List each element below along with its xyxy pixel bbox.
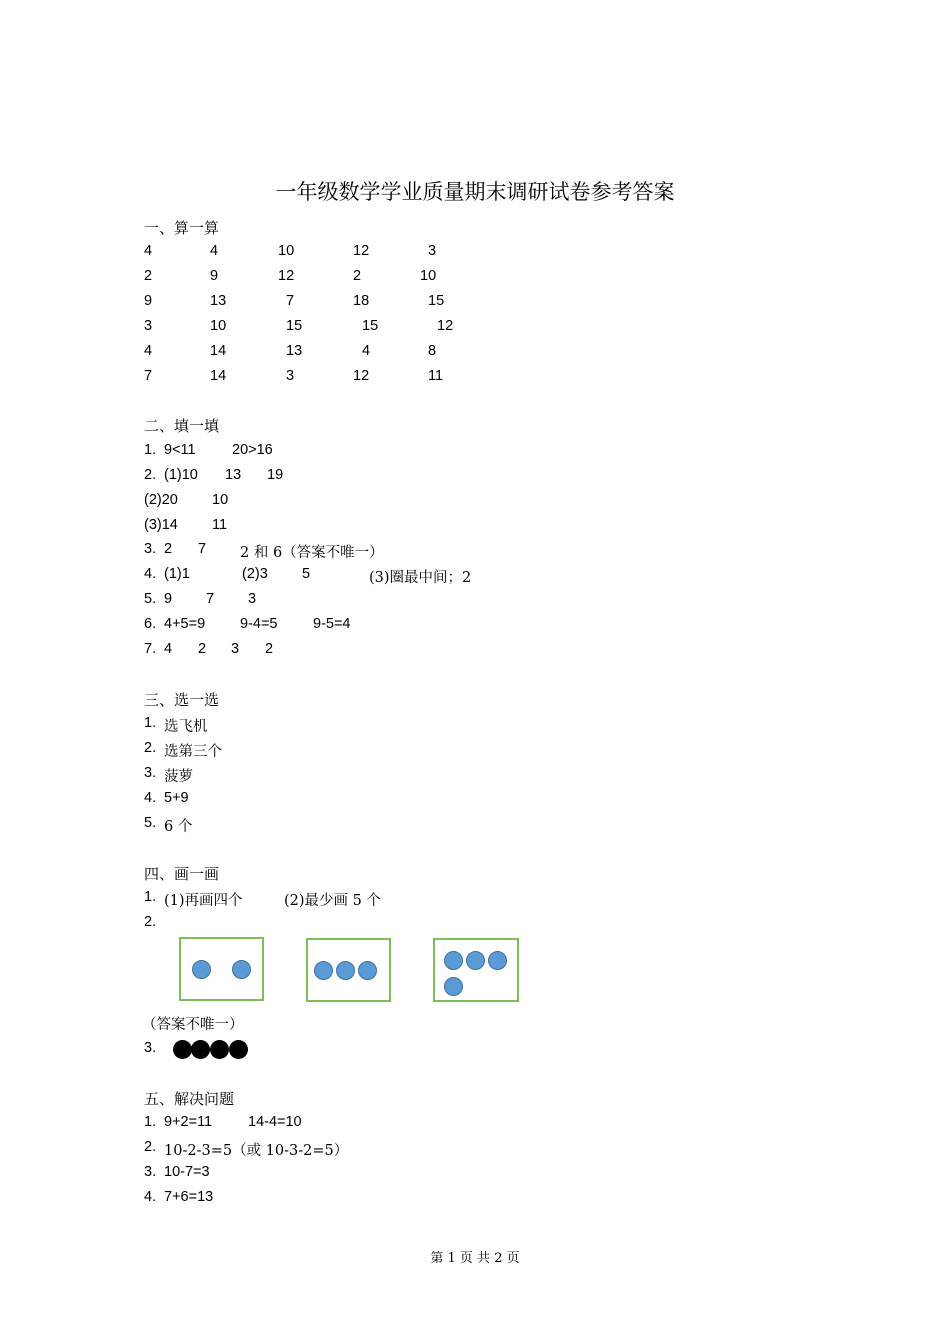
section-4-heading: 四、画一画	[144, 865, 220, 883]
item-number: 3.	[144, 541, 157, 557]
calc-cell: 18	[353, 293, 370, 309]
answer-text: 10	[212, 492, 229, 508]
item-number: 3.	[144, 1164, 157, 1180]
answer-text: 4+5=9	[164, 616, 206, 632]
answer-text: 5	[302, 566, 311, 582]
section-3-heading: 三、选一选	[144, 691, 220, 709]
calc-cell: 2	[353, 268, 362, 284]
page-title: 一年级数学学业质量期末调研试卷参考答案	[275, 180, 675, 204]
blue-dot	[488, 951, 507, 970]
item-number: 2.	[144, 914, 157, 930]
answer-text: 5+9	[164, 790, 189, 806]
answer-text: 选第三个	[164, 744, 222, 760]
item-number: 2.	[144, 467, 157, 483]
blue-dot	[192, 960, 211, 979]
answer-text: 4	[164, 641, 173, 657]
calc-cell: 3	[428, 243, 437, 259]
drawing-box-2	[306, 938, 391, 1002]
calc-cell: 3	[286, 368, 295, 384]
calc-cell: 2	[144, 268, 153, 284]
blue-dot	[336, 961, 355, 980]
calc-cell: 7	[286, 293, 295, 309]
answer-text: 20>16	[232, 442, 273, 458]
answer-text: 9<11	[164, 442, 196, 458]
calc-cell: 7	[144, 368, 153, 384]
calc-cell: 15	[428, 293, 445, 309]
answer-text: 2	[164, 541, 173, 557]
calc-cell: 9	[210, 268, 219, 284]
calc-cell: 12	[353, 368, 370, 384]
answer-text: (1)再画四个	[164, 893, 243, 909]
calc-cell: 11	[428, 368, 444, 384]
item-number: 1.	[144, 442, 157, 458]
calc-cell: 13	[210, 293, 227, 309]
black-dot	[210, 1040, 229, 1059]
item-number: 2.	[144, 1139, 157, 1155]
calc-cell: 14	[210, 368, 227, 384]
answer-text: 9+2=11	[164, 1114, 213, 1130]
black-dot	[173, 1040, 192, 1059]
calc-cell: 15	[362, 318, 379, 334]
item-number: 4.	[144, 566, 157, 582]
answer-text: (1)10	[164, 467, 198, 483]
answer-text: 3	[231, 641, 240, 657]
page-footer: 第 1 页 共 2 页	[430, 1251, 520, 1266]
answer-text: 9-4=5	[240, 616, 278, 632]
item-number: 2.	[144, 740, 157, 756]
item-number: 6.	[144, 616, 157, 632]
answer-text: 13	[225, 467, 242, 483]
answer-text: 菠萝	[164, 769, 193, 785]
section-5-heading: 五、解决问题	[144, 1090, 235, 1108]
calc-cell: 14	[210, 343, 227, 359]
answer-text: 7	[206, 591, 215, 607]
answer-text: 选飞机	[164, 719, 208, 735]
item-number: 1.	[144, 715, 157, 731]
calc-cell: 15	[286, 318, 303, 334]
answer-text: 2	[265, 641, 274, 657]
blue-dot	[232, 960, 251, 979]
answer-text: 6 个	[164, 819, 193, 835]
answer-text: 9	[164, 591, 173, 607]
answer-text: (2)最少画 5 个	[284, 893, 381, 909]
answer-text: 10-7=3	[164, 1164, 210, 1180]
answer-text: 7	[198, 541, 207, 557]
answer-text: 10-2-3=5（或 10-3-2=5）	[164, 1143, 349, 1159]
item-number: 4.	[144, 790, 157, 806]
calc-cell: 13	[286, 343, 303, 359]
answer-text: 7+6=13	[164, 1189, 214, 1205]
calc-cell: 10	[420, 268, 437, 284]
blue-dot	[314, 961, 333, 980]
item-number: 7.	[144, 641, 157, 657]
blue-dot	[466, 951, 485, 970]
blue-dot	[444, 977, 463, 996]
calc-cell: 8	[428, 343, 437, 359]
calc-cell: 9	[144, 293, 153, 309]
item-number: 5.	[144, 815, 157, 831]
answer-text: (3)14	[144, 517, 178, 533]
item-number: 1.	[144, 1114, 157, 1130]
answer-text: 14-4=10	[248, 1114, 302, 1130]
calc-cell: 12	[278, 268, 295, 284]
answer-text: (1)1	[164, 566, 190, 582]
calc-cell: 12	[437, 318, 454, 334]
calc-cell: 3	[144, 318, 153, 334]
calc-cell: 4	[362, 343, 371, 359]
item-number: 4.	[144, 1189, 157, 1205]
answer-text: 9-5=4	[313, 616, 351, 632]
answer-text: 19	[267, 467, 284, 483]
calc-cell: 4	[144, 243, 153, 259]
answer-text: 2	[198, 641, 207, 657]
answer-text: (2)20	[144, 492, 178, 508]
item-number: 1.	[144, 889, 157, 905]
black-dot	[229, 1040, 248, 1059]
calc-cell: 10	[278, 243, 295, 259]
item-number: 3.	[144, 1040, 157, 1056]
drawing-box-1	[179, 937, 264, 1001]
note-text: （答案不唯一）	[142, 1017, 244, 1033]
black-dot	[191, 1040, 210, 1059]
answer-text: 11	[212, 517, 228, 533]
answer-text: (3)圈最中间；2	[369, 570, 472, 586]
item-number: 3.	[144, 765, 157, 781]
answer-text: 2 和 6（答案不唯一）	[240, 545, 384, 561]
item-number: 5.	[144, 591, 157, 607]
drawing-box-3	[433, 938, 519, 1002]
section-1-heading: 一、算一算	[144, 219, 220, 237]
blue-dot	[358, 961, 377, 980]
answer-text: 3	[248, 591, 257, 607]
calc-cell: 4	[144, 343, 153, 359]
calc-cell: 10	[210, 318, 227, 334]
calc-cell: 4	[210, 243, 219, 259]
section-2-heading: 二、填一填	[144, 417, 220, 435]
answer-text: (2)3	[242, 566, 268, 582]
calc-cell: 12	[353, 243, 370, 259]
blue-dot	[444, 951, 463, 970]
